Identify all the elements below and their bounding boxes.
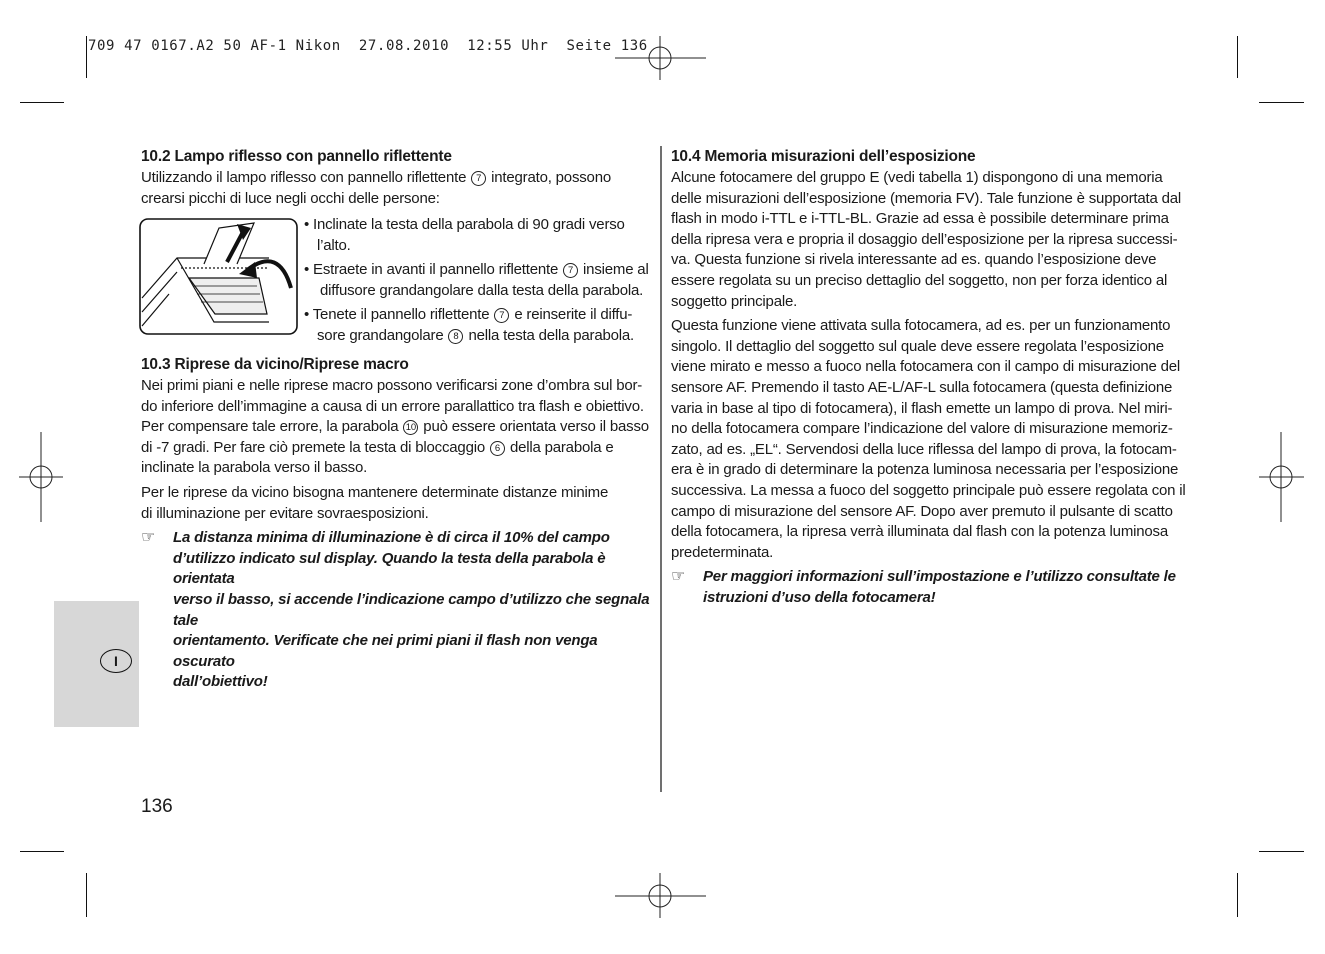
paragraph-line: zato, ad es. „EL“. Servendosi della luce riflessa del lampo di prova, la fotocam- [671,440,1177,458]
paragraph-line: Questa funzione viene attivata sulla fotocamera, ad es. per un funzionamento [671,317,1171,335]
paragraph-line: Utilizzando il lampo riflesso con pannello riflettente 7 integrato, possono [141,169,611,186]
page-number: 136 [141,796,173,817]
pointing-hand-icon: ☞ [141,529,156,547]
paragraph-line: singolo. Il dettaglio del soggetto sul quale deve essere regolata l’esposizione [671,337,1164,355]
note-block [141,528,656,693]
paragraph-line: della ripresa vera e propria il dosaggio dell’esposizione per la ripresa successi- [671,230,1178,248]
pointing-hand-icon: ☞ [671,568,686,586]
paragraph-line: Per compensare tale errore, la parabola 10 può essere orientata verso il basso [141,418,649,436]
section-10-4 [671,146,1191,608]
paragraph-line: viene mirato e messo a fuoco nella fotocamera con il campo di misurazione del [671,358,1181,376]
paragraph-line: essere regolata su un preciso dettaglio del soggetto, non per forza identico al [671,271,1168,289]
bullet-item-cont: diffusore grandangolare dalla testa della parabola. [320,281,644,299]
paragraph-line: successiva. La messa a fuoco del soggetto principale può essere regolata con il [671,481,1186,499]
section-10-2 [141,146,656,209]
paragraph-line: flash in modo i-TTL e i-TTL-BL. Grazie ad essa è possibile determinare prima [671,210,1169,228]
paragraph-line: soggetto principale. [671,292,798,310]
bullet-item: • Estraete in avanti il pannello riflettente 7 insieme al [304,261,649,279]
paragraph-line: Per le riprese da vicino bisogna mantenere determinate distanze minime [141,483,609,501]
paragraph-line: di illuminazione per evitare sovraesposizioni. [141,504,429,522]
paragraph-line: inclinate la parabola verso il basso. [141,459,368,477]
paragraph-line: predeterminata. [671,543,774,561]
note-line: verso il basso, si accende l’indicazione campo d’utilizzo che segnala tale [173,590,650,629]
note-line: dall’obiettivo! [173,673,268,691]
note-line: istruzioni d’uso della fotocamera! [703,588,936,606]
paragraph-line: della fotocamera, la ripresa verrà illuminata dal flash con la potenza luminosa [671,523,1168,541]
paragraph-line: Alcune fotocamere del gruppo E (vedi tabella 1) dispongono di una memoria [671,169,1163,186]
paragraph [671,316,1191,563]
paragraph-line: crearsi picchi di luce negli occhi delle persone: [141,189,440,207]
paragraph-line: Nei primi piani e nelle riprese macro possono verificarsi zone d’ombra sul bor- [141,377,643,394]
paragraph-line: era è in grado di determinare la potenza luminosa necessaria per l’esposizione [671,461,1179,479]
note-line: orientamento. Verificate che nei primi piani il flash non venga oscurato [173,632,598,670]
paragraph-line: campo di misurazione del sensore AF. Dopo aver premuto il pulsante di scatto [671,502,1173,520]
note-line: Per maggiori informazioni sull’impostazione e l’utilizzo consultate le [703,568,1176,586]
section-10-3 [141,354,656,693]
paragraph-line: varia in base al tipo di fotocamera), il flash emette un lampo di prova. Nel miri- [671,399,1173,417]
section-title: 10.4 Memoria misurazioni dell’esposizione [671,148,976,165]
paragraph-line: do inferiore dell’immagine a causa di un errore parallattico tra flash e obiettivo. [141,397,644,415]
reflector-panel-illustration [139,218,299,336]
note-block [671,567,1191,608]
bullet-item: • Tenete il pannello riflettente 7 e reinserite il diffu- [304,306,633,324]
print-slug: 709 47 0167.A2 50 AF-1 Nikon 27.08.2010 12:55 Uhr Seite 136 [88,38,648,54]
note-line: d’utilizzo indicato sul display. Quando la testa della parabola è orientata [173,549,606,588]
paragraph-line: delle misurazioni dell’esposizione (memoria FV). Tale funzione è supportata dal [671,189,1182,207]
bullet-list [304,215,654,347]
paragraph [671,168,1191,312]
paragraph-line: sensore AF. Premendo il tasto AE-L/AF-L sulla fotocamera (questa definizione [671,378,1173,396]
section-title: 10.2 Lampo riflesso con pannello riflettente [141,148,452,165]
paragraph-line: no della fotocamera compare l’indicazione del valore di misurazione memoriz- [671,420,1173,438]
bullet-item-cont: l’alto. [317,236,351,254]
section-title: 10.3 Riprese da vicino/Riprese macro [141,356,409,373]
bullet-item-cont: sore grandangolare 8 nella testa della parabola. [317,326,634,344]
paragraph-line: va. Questa funzione si rivela interessante ad es. quando l’esposizione deve [671,251,1157,269]
note-line: La distanza minima di illuminazione è di circa il 10% del campo [173,529,610,547]
paragraph-line: di -7 gradi. Per fare ciò premete la testa di bloccaggio 6 della parabola e [141,438,614,456]
bullet-item: • Inclinate la testa della parabola di 90 gradi verso [304,216,625,233]
language-tab-label: I [100,649,132,673]
